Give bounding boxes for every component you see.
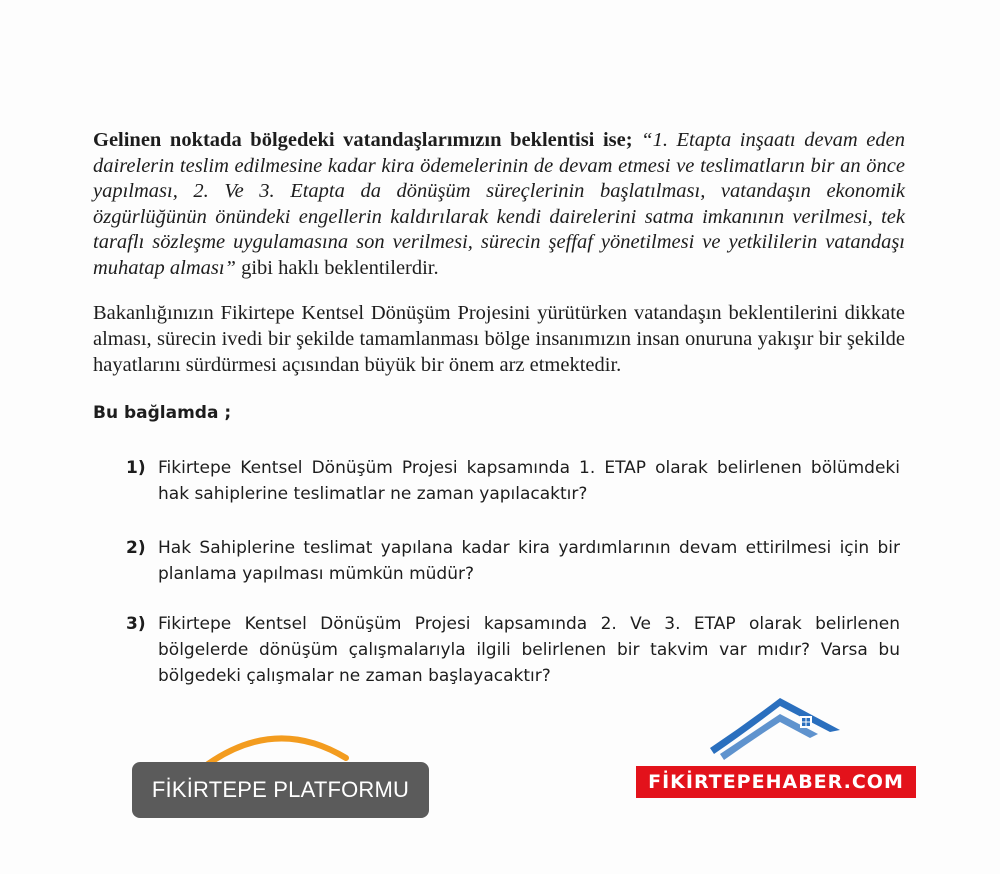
question-number: 2): [126, 538, 146, 558]
house-icon: [706, 690, 846, 762]
question-text: Hak Sahiplerine teslimat yapılana kadar kira yardımlarının devam ettirilmesi için bir planlama yapılması mümkün müdür?: [158, 538, 900, 584]
paragraph-bold-intro: Gelinen noktada bölgedeki vatandaşlarımızın beklentisi ise;: [93, 129, 633, 151]
haber-label: FİKİRTEPEHABER.COM: [636, 766, 916, 798]
question-number: 1): [126, 458, 146, 478]
fikirtepehaber-logo: [636, 690, 918, 800]
question-item: [126, 611, 900, 689]
question-item: [126, 535, 900, 587]
question-text: Fikirtepe Kentsel Dönüşüm Projesi kapsamında 2. Ve 3. ETAP olarak belirlenen bölgelerde dönüşüm çalışmalarıyla ilgili belirlenen bir takvim var mıdır? Varsa bu bölgedeki çalışmalar ne zaman başlayacaktır?: [158, 614, 900, 686]
fikirtepe-platformu-logo: [132, 728, 432, 820]
context-heading: Bu bağlamda ;: [93, 403, 232, 423]
question-item: [126, 455, 900, 507]
paragraph-quote: “1. Etapta inşaatı devam eden dairelerin teslim edilmesine kadar kira ödemelerinin de devam etmesi ve teslimatların bir an önce yapılması, 2. Ve 3. Etapta da dönüşüm süreçlerinin başlatılması, vatandaşın ekonomik özgürlüğünün önündeki engellerin kaldırılarak kendi dairelerini satma imkanının verilmesi, tek taraflı sözleşme uygulamasına son verilmesi, sürecin şeffaf yönetilmesi ve yetkililerin vatandaşı muhatap alması”: [93, 129, 905, 279]
question-text: Fikirtepe Kentsel Dönüşüm Projesi kapsamında 1. ETAP olarak belirlenen bölümdeki hak sahiplerine teslimatlar ne zaman yapılacaktır?: [158, 458, 900, 504]
expectations-paragraph: [93, 128, 905, 282]
paragraph-ending: gibi haklı beklentilerdir.: [241, 256, 439, 279]
question-number: 3): [126, 614, 146, 634]
ministry-paragraph: Bakanlığınızın Fikirtepe Kentsel Dönüşüm Projesini yürütürken vatandaşın beklentilerini dikkate alması, sürecin ivedi bir şekilde tamamlanması bölge insanımızın insan onuruna yakışır bir şekilde hayatlarını sürdürmesi açısından büyük bir önem arz etmektedir.: [93, 302, 905, 376]
platform-label: FİKİRTEPE PLATFORMU: [132, 762, 429, 818]
